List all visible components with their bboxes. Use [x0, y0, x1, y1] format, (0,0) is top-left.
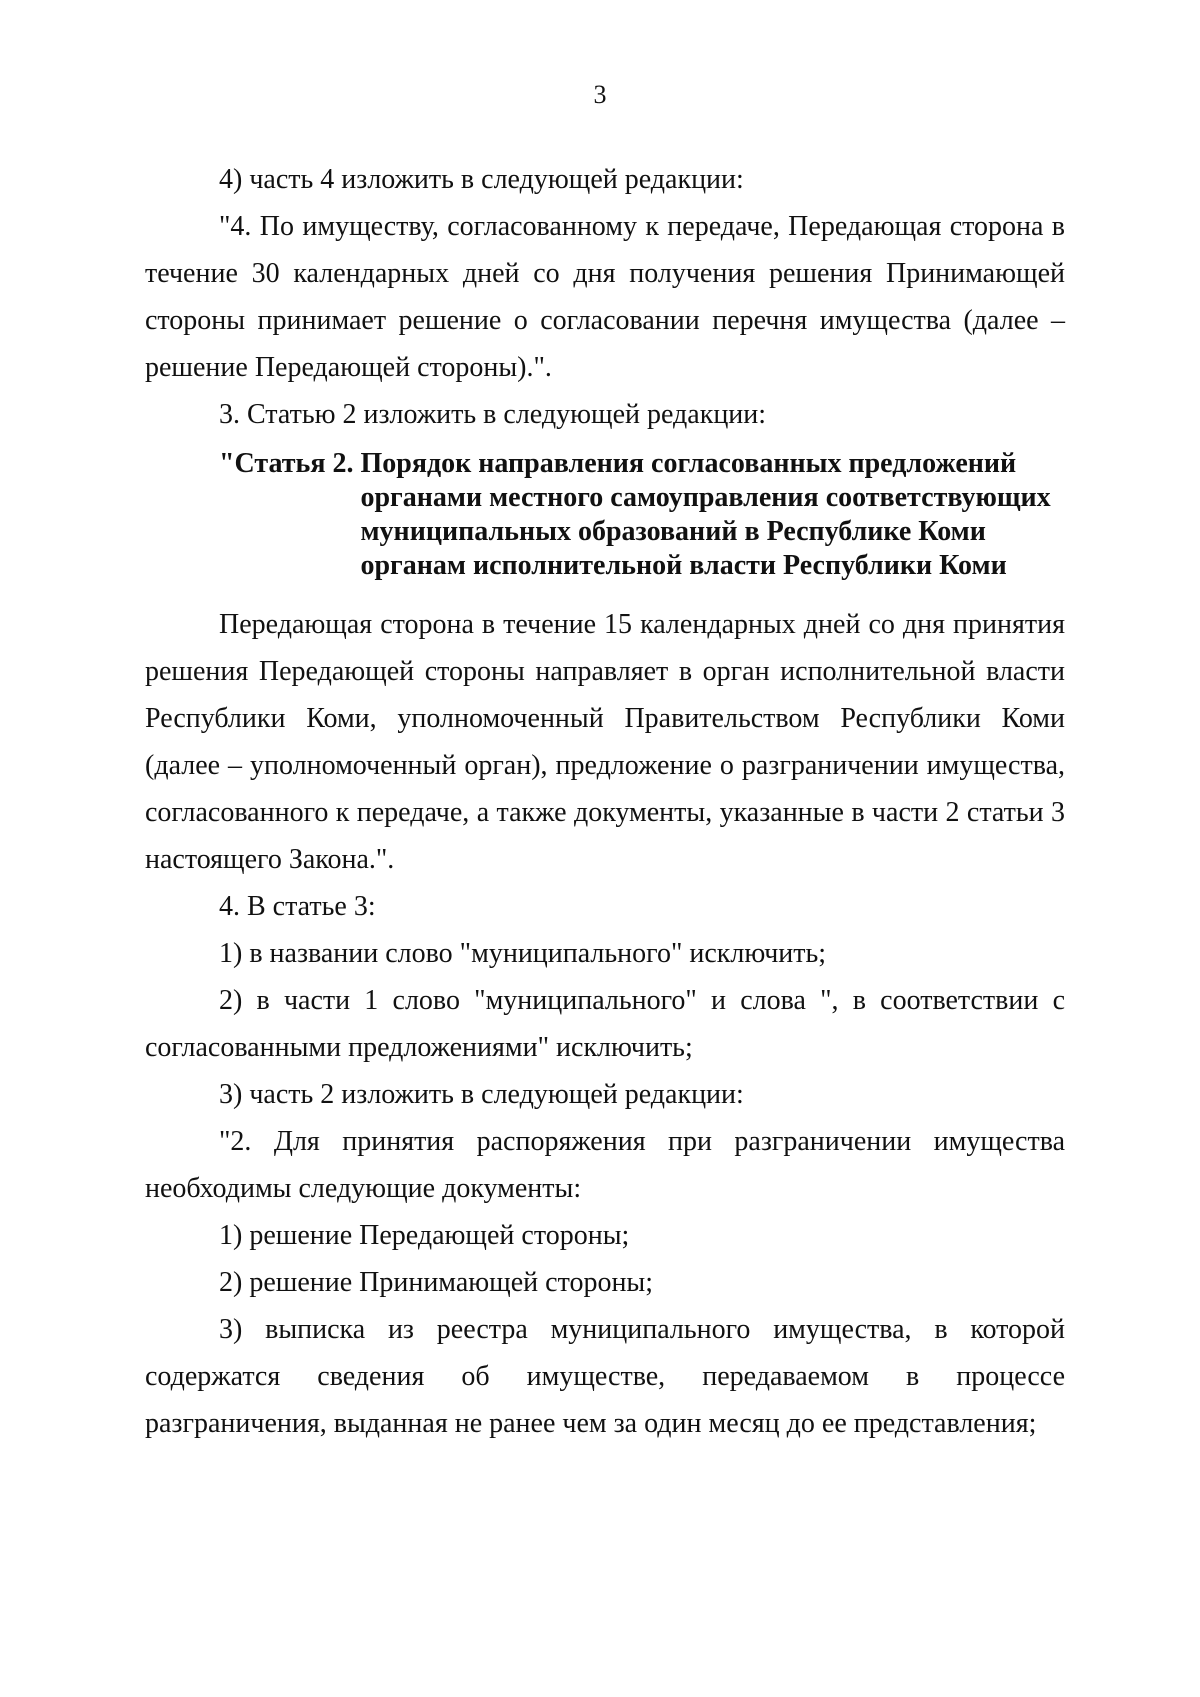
page-number: 3 [593, 80, 607, 109]
list-item-document-1: 1) решение Передающей стороны; [219, 1220, 630, 1251]
heading-line: органам исполнительной власти Республики Коми [360, 550, 1007, 581]
paragraph-item-1: 1) в названии слово "муниципального" исключить; [219, 938, 827, 969]
article-2-heading-title [360, 447, 1050, 583]
paragraph-amend-part-4: 4) часть 4 изложить в следующей редакции: [219, 164, 744, 195]
heading-line: органами местного самоуправления соответствующих [360, 482, 1051, 513]
article-2-heading-prefix: "Статья 2. [219, 448, 354, 479]
article-2-heading [219, 447, 1065, 583]
list-item-document-2: 2) решение Принимающей стороны; [219, 1267, 654, 1298]
paragraph-article-2-text: Передающая сторона в течение 15 календарных дней со дня принятия решения Передающей стороны направляет в орган исполнительной власти Республики Коми, уполномоченный Правительством Республики Коми (далее – уполномоченный орган), предложение о разграничении имущества, согласованного к передаче, а также документы, указанные в части 2 статьи 3 настоящего Закона.". [145, 609, 1065, 875]
heading-line: муниципальных образований в Республике Коми [360, 516, 986, 547]
paragraph-part-4-text: "4. По имуществу, согласованному к передаче, Передающая сторона в течение 30 календарных дней со дня получения решения Принимающей стороны принимает решение о согласовании перечня имущества (далее – решение Передающей стороны).". [145, 211, 1065, 383]
paragraph-item-2: 2) в части 1 слово "муниципального" и слова ", в соответствии с согласованными предложениями" исключить; [145, 985, 1065, 1063]
paragraph-article-3-intro: 4. В статье 3: [219, 891, 376, 922]
paragraph-part-2-text: "2. Для принятия распоряжения при разграничении имущества необходимы следующие документы: [145, 1126, 1065, 1204]
paragraph-article-2-intro: 3. Статью 2 изложить в следующей редакции: [219, 399, 767, 430]
heading-line: Порядок направления согласованных предложений [360, 448, 1017, 479]
paragraph-item-3: 3) часть 2 изложить в следующей редакции: [219, 1079, 744, 1110]
list-item-document-3: 3) выписка из реестра муниципального имущества, в которой содержатся сведения об имуществе, передаваемом в процессе разграничения, выданная не ранее чем за один месяц до ее представления; [145, 1314, 1065, 1439]
document-body [145, 156, 1065, 1447]
